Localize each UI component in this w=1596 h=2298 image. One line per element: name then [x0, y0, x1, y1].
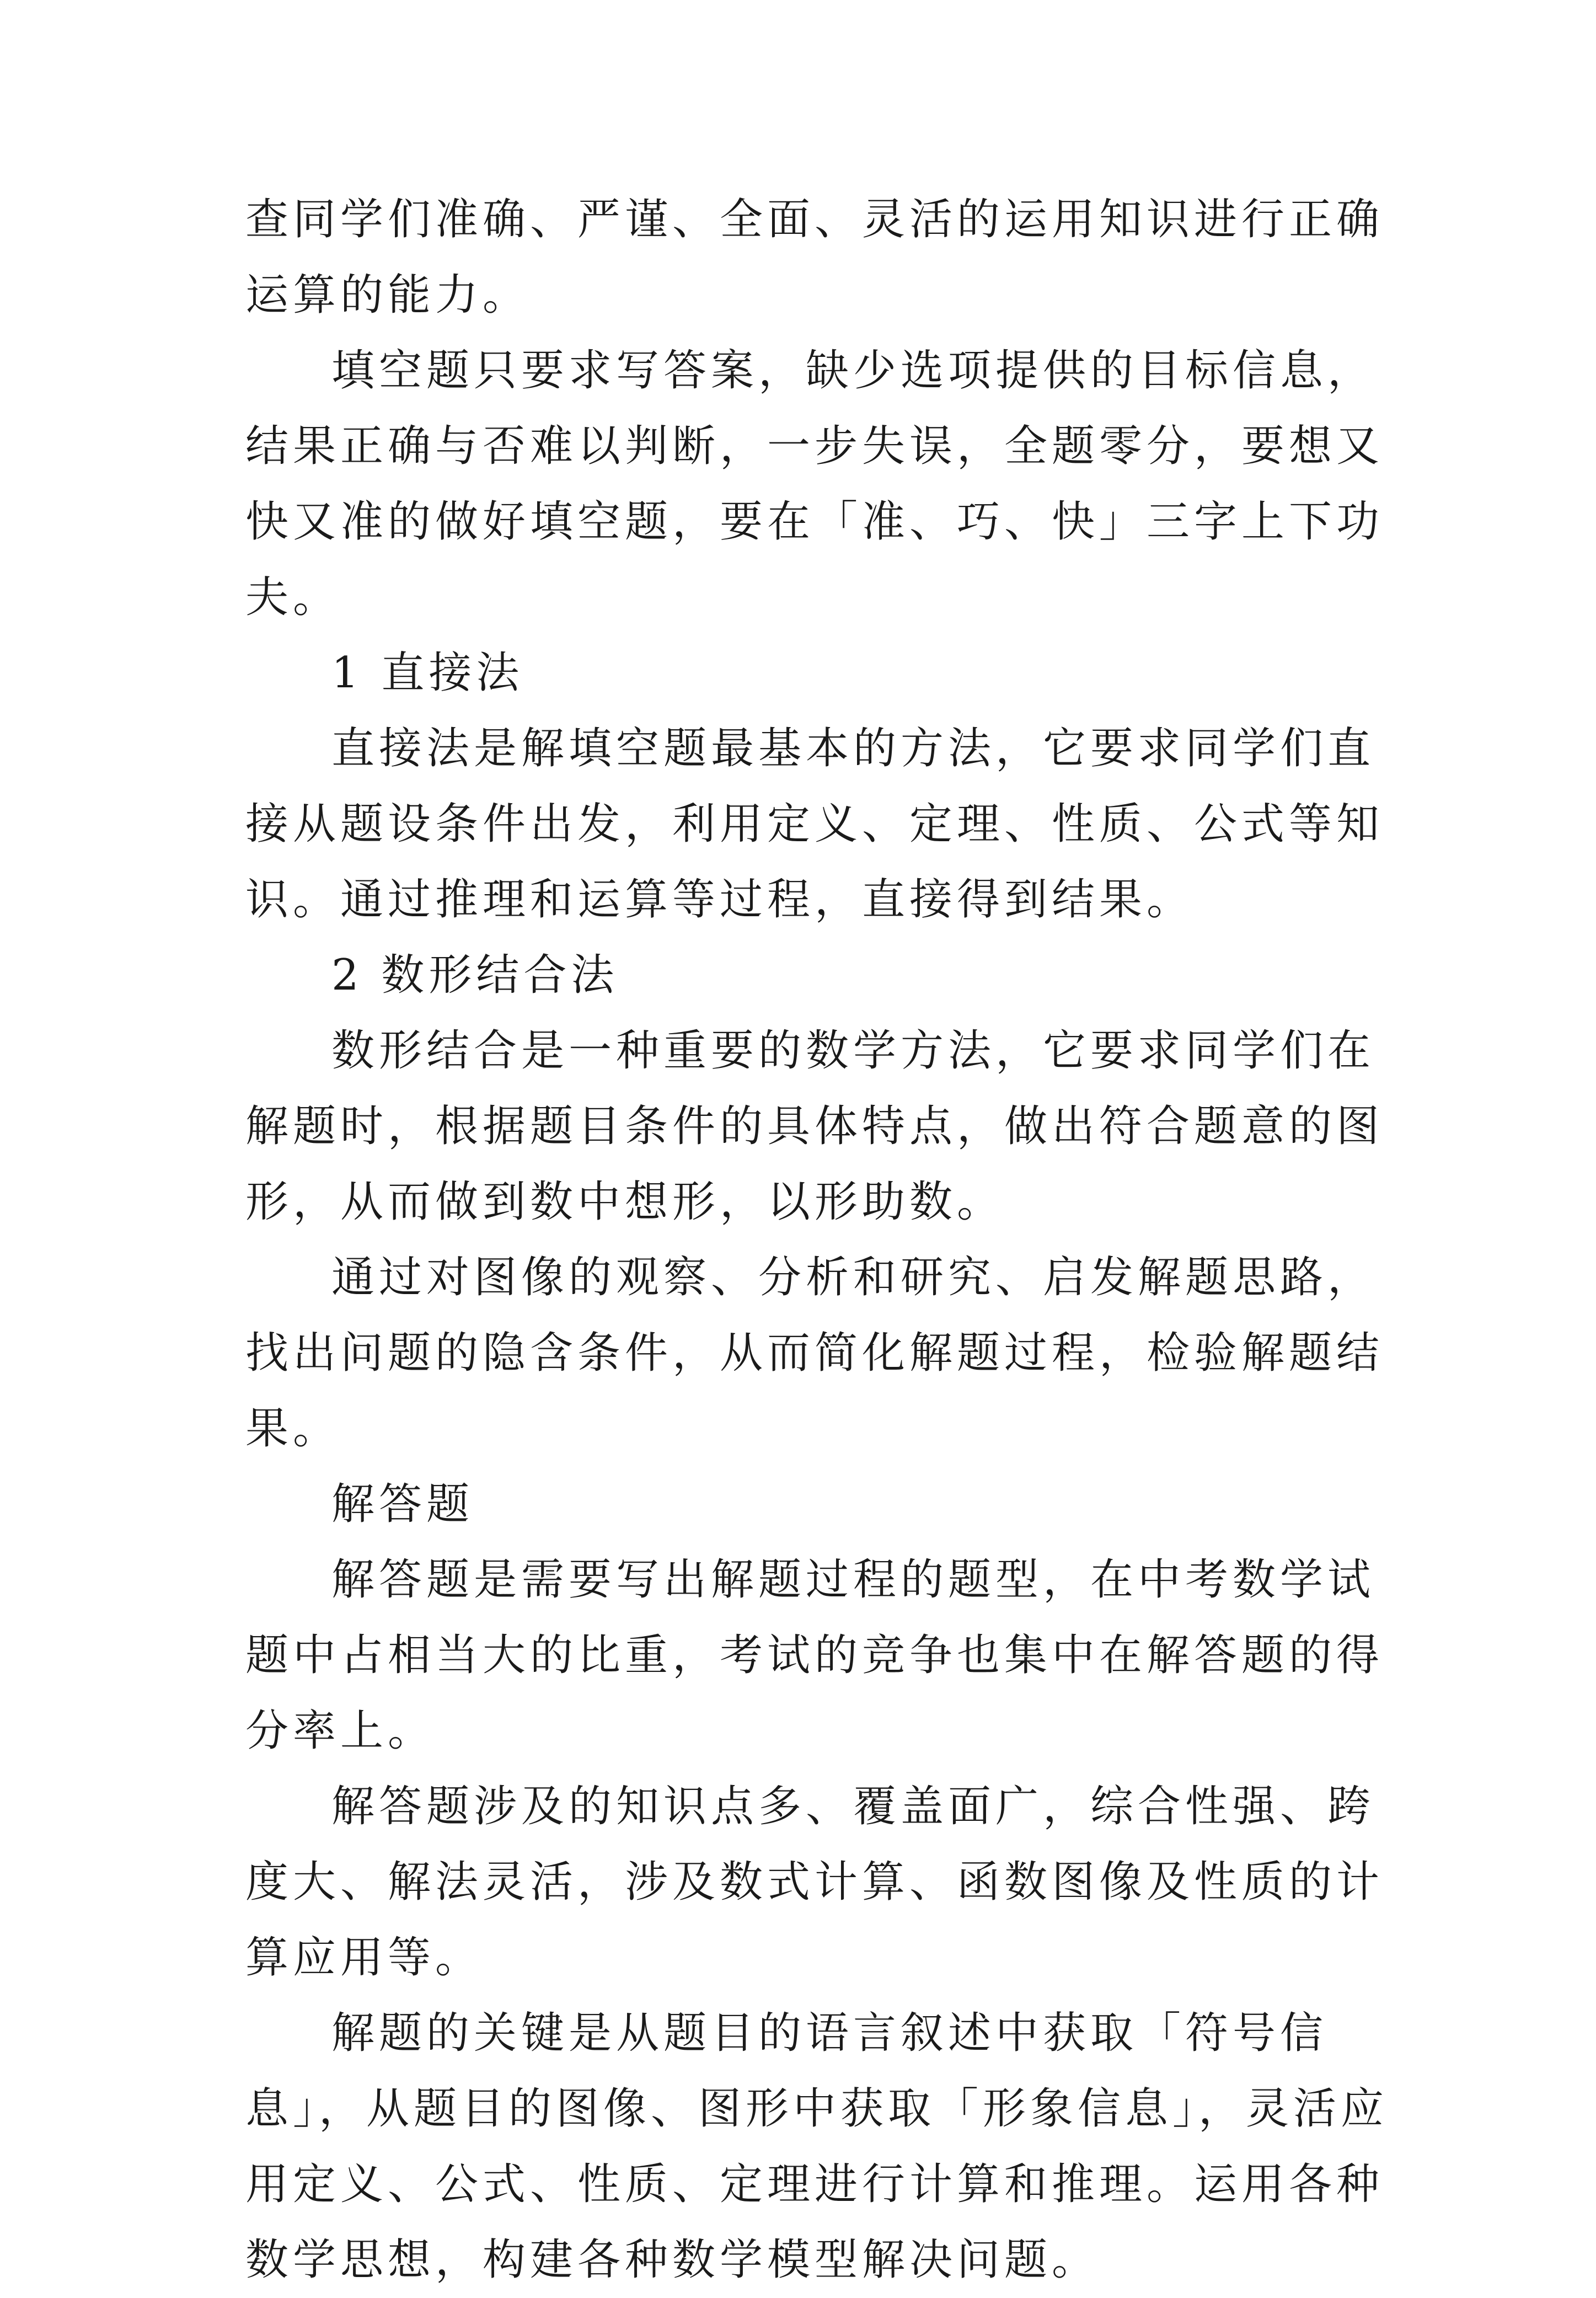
document-body — [245, 182, 1393, 2298]
paragraph-answer-questions: 解答题是需要写出解题过程的题型，在中考数学试题中占相当大的比重，考试的竞争也集中在解答题的得分率上。 — [245, 1555, 1384, 1756]
paragraph-solving-key: 解题的关键是从题目的语言叙述中获取「符号信息」，从题目的图像、图形中获取「形象信息」，灵活应用定义、公式、性质、定理进行计算和推理。运用各种数学思想，构建各种数学模型解决问题。 — [245, 2008, 1389, 2285]
paragraph-answer-scope: 解答题涉及的知识点多、覆盖面广，综合性强、跨度大、解法灵活，涉及数式计算、函数图像及性质的计算应用等。 — [245, 1782, 1384, 1982]
paragraph-continuation: 查同学们准确、严谨、全面、灵活的运用知识进行正确运算的能力。 — [245, 195, 1384, 320]
paragraph-number-shape-method: 数形结合是一种重要的数学方法，它要求同学们在解题时，根据题目条件的具体特点，做出符合题意的图形，从而做到数中想形，以形助数。 — [245, 1026, 1384, 1227]
paragraph-fill-in-intro: 填空题只要求写答案，缺少选项提供的目标信息，结果正确与否难以判断，一步失误，全题零分，要想又快又准的做好填空题，要在「准、巧、快」三字上下功夫。 — [245, 346, 1384, 622]
heading-answer-questions: 解答题 — [331, 1479, 474, 1529]
heading-direct-method: 1 直接法 — [331, 648, 524, 698]
paragraph-image-observation: 通过对图像的观察、分析和研究、启发解题思路，找出问题的隐含条件，从而简化解题过程，检验解题结果。 — [245, 1253, 1384, 1453]
paragraph-direct-method: 直接法是解填空题最基本的方法，它要求同学们直接从题设条件出发，利用定义、定理、性质、公式等知识。通过推理和运算等过程，直接得到结果。 — [245, 724, 1384, 924]
heading-number-shape-method: 2 数形结合法 — [331, 950, 619, 1000]
